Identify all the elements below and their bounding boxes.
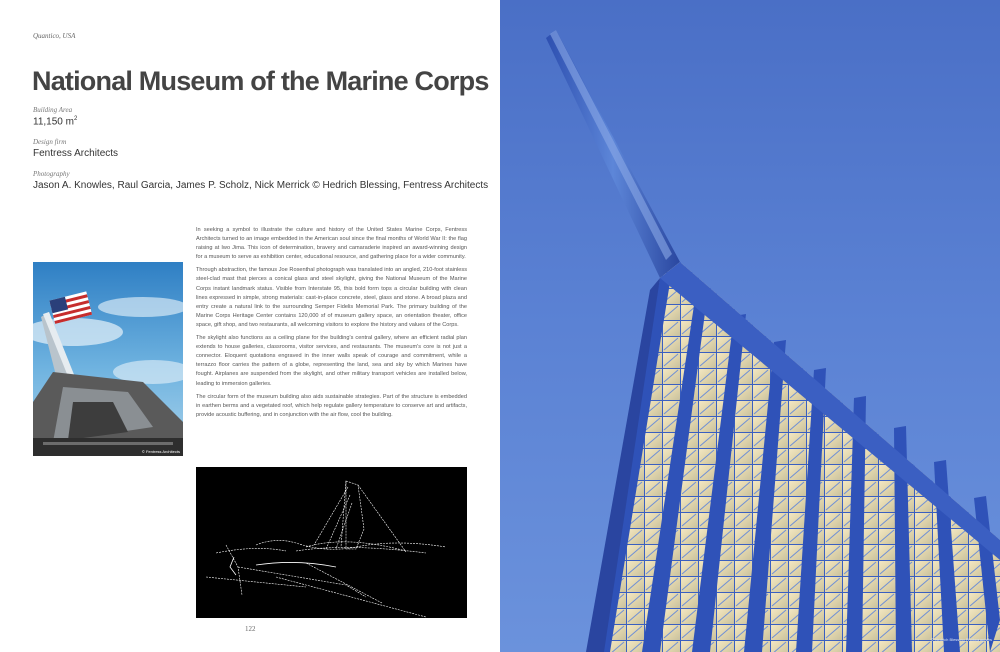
building-area-label: Building Area — [33, 106, 73, 114]
body-paragraph: The skylight also functions as a ceiling plane for the building's central gallery, where an efficient radial plan extends to house galleries, classrooms, visitor services, and restaurants. The museum's core is not just a connector. Eloquent quotations engraved in the inner walls speak of courage and commitment, while a terrazzo floor carries the pattern of a globe, representing the land, sea and sky by which Marines have fought. Airplanes are suspended from the skylight, and other military transport vehicles are installed below, leading to immersion galleries. — [196, 335, 467, 387]
rendering-credit: © Fentress Architects — [141, 449, 180, 454]
location-label: Quantico, USA — [33, 32, 76, 40]
page-title: National Museum of the Marine Corps — [32, 66, 489, 96]
building-photo-credit: © Hedrich Blessing Photographers — [930, 637, 992, 642]
building-photo — [500, 0, 1000, 652]
photography-label: Photography — [33, 170, 70, 178]
photography-value: Jason A. Knowles, Raul Garcia, James P. Scholz, Nick Merrick © Hedrich Blessing, Fentress Architects — [33, 180, 489, 191]
building-area-value: 11,150 $m^2$ — [33, 116, 78, 128]
body-paragraph: The circular form of the museum building also aids sustainable strategies. Part of the structure is embedded in earthen berms and a vegetated roof, which help regulate gallery temperature to conserve art and artifacts, provide acoustic buffering, and in conjunction with the air flow, cool the building. — [196, 393, 467, 418]
right-page — [500, 0, 1000, 652]
body-paragraph: In seeking a symbol to illustrate the culture and history of the United States Marine Corps, Fentress Architects turned to an image embedded in the American soul since the final months of World War II: the flag raising at Iwo Jima. This icon of determination, bravery and camaraderie inspired an award-winning design for a museum to serve as exhibition center, educational resource, and gathering place for a wider community. — [196, 227, 467, 261]
body-paragraph: Through abstraction, the famous Joe Rosenthal photograph was translated into an angled, 210-foot stainless steel-clad mast that pierces a conical glass and steel skylight, giving the National Museum of the Marine Corps instant landmark status. Visible from Interstate 95, this bold form tops a circular building with clean lines expressed in simple, strong materials: cast-in-place concrete, steel, glass and stone. A broad plaza and entry create a natural link to the surrounding Semper Fidelis Memorial Park. The primary building of the Marine Corps Heritage Center contains 120,000 sf of museum gallery space, an orientation theater, office space, gift shop, and two restaurants, all welcoming visitors to explore the history and values of the Corps. — [196, 267, 467, 328]
design-firm-label: Design firm — [33, 138, 67, 146]
design-firm-value: Fentress Architects — [33, 148, 119, 159]
sketch-illustration — [196, 467, 467, 618]
line-drawing — [196, 467, 467, 618]
building-illustration — [500, 0, 1000, 652]
rendering-illustration — [33, 262, 183, 456]
rendering-photo — [33, 262, 183, 456]
page-number: 122 — [245, 625, 256, 633]
body-text — [196, 226, 467, 424]
